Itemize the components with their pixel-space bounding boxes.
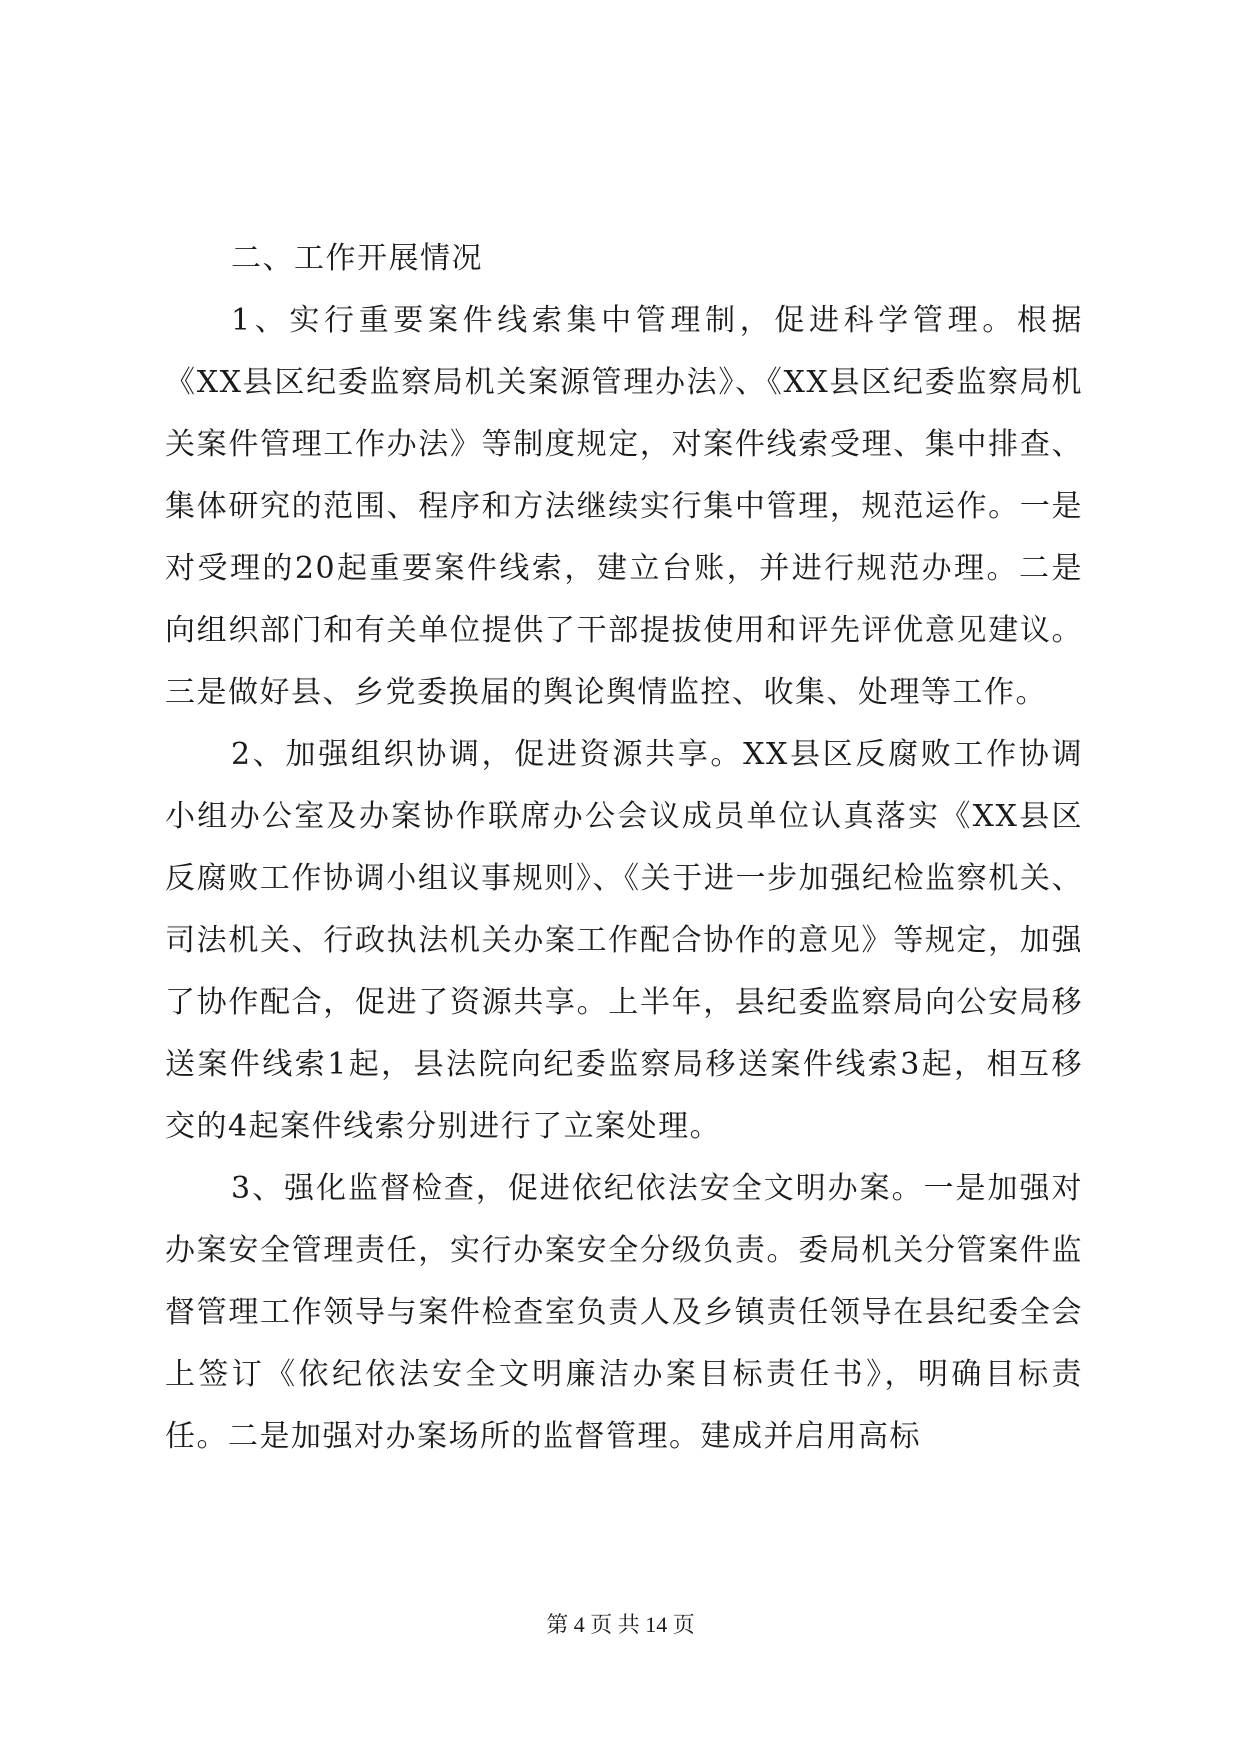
section-heading: 二、工作开展情况 [231, 241, 483, 276]
document-body [165, 228, 1083, 1468]
paragraph-3: 3、强化监督检查，促进依纪依法安全文明办案。一是加强对办案安全管理责任，实行办案安全分级负责。委局机关分管案件监督管理工作领导与案件检查室负责人及乡镇责任领导在县纪委全会上签订《依纪依法安全文明廉洁办案目标责任书》，明确目标责任。二是加强对办案场所的监督管理。建成并启用高标 [165, 1171, 1083, 1454]
paragraph-1: 1、实行重要案件线索集中管理制，促进科学管理。根据《XX县区纪委监察局机关案源管理办法》、《XX县区纪委监察局机关案件管理工作办法》等制度规定，对案件线索受理、集中排查、集体研究的范围、程序和方法继续实行集中管理，规范运作。一是对受理的20起重要案件线索，建立台账，并进行规范办理。二是向组织部门和有关单位提供了干部提拔使用和评先评优意见建议。三是做好县、乡党委换届的舆论舆情监控、收集、处理等工作。 [165, 303, 1083, 710]
paragraph-2: 2、加强组织协调，促进资源共享。XX县区反腐败工作协调小组办公室及办案协作联席办公会议成员单位认真落实《XX县区反腐败工作协调小组议事规则》、《关于进一步加强纪检监察机关、司法机关、行政执法机关办案工作配合协作的意见》等规定，加强了协作配合，促进了资源共享。上半年，县纪委监察局向公安局移送案件线索1起，县法院向纪委监察局移送案件线索3起，相互移交的4起案件线索分别进行了立案处理。 [165, 737, 1083, 1144]
page-number-footer: 第 4 页 共 14 页 [546, 1612, 695, 1637]
